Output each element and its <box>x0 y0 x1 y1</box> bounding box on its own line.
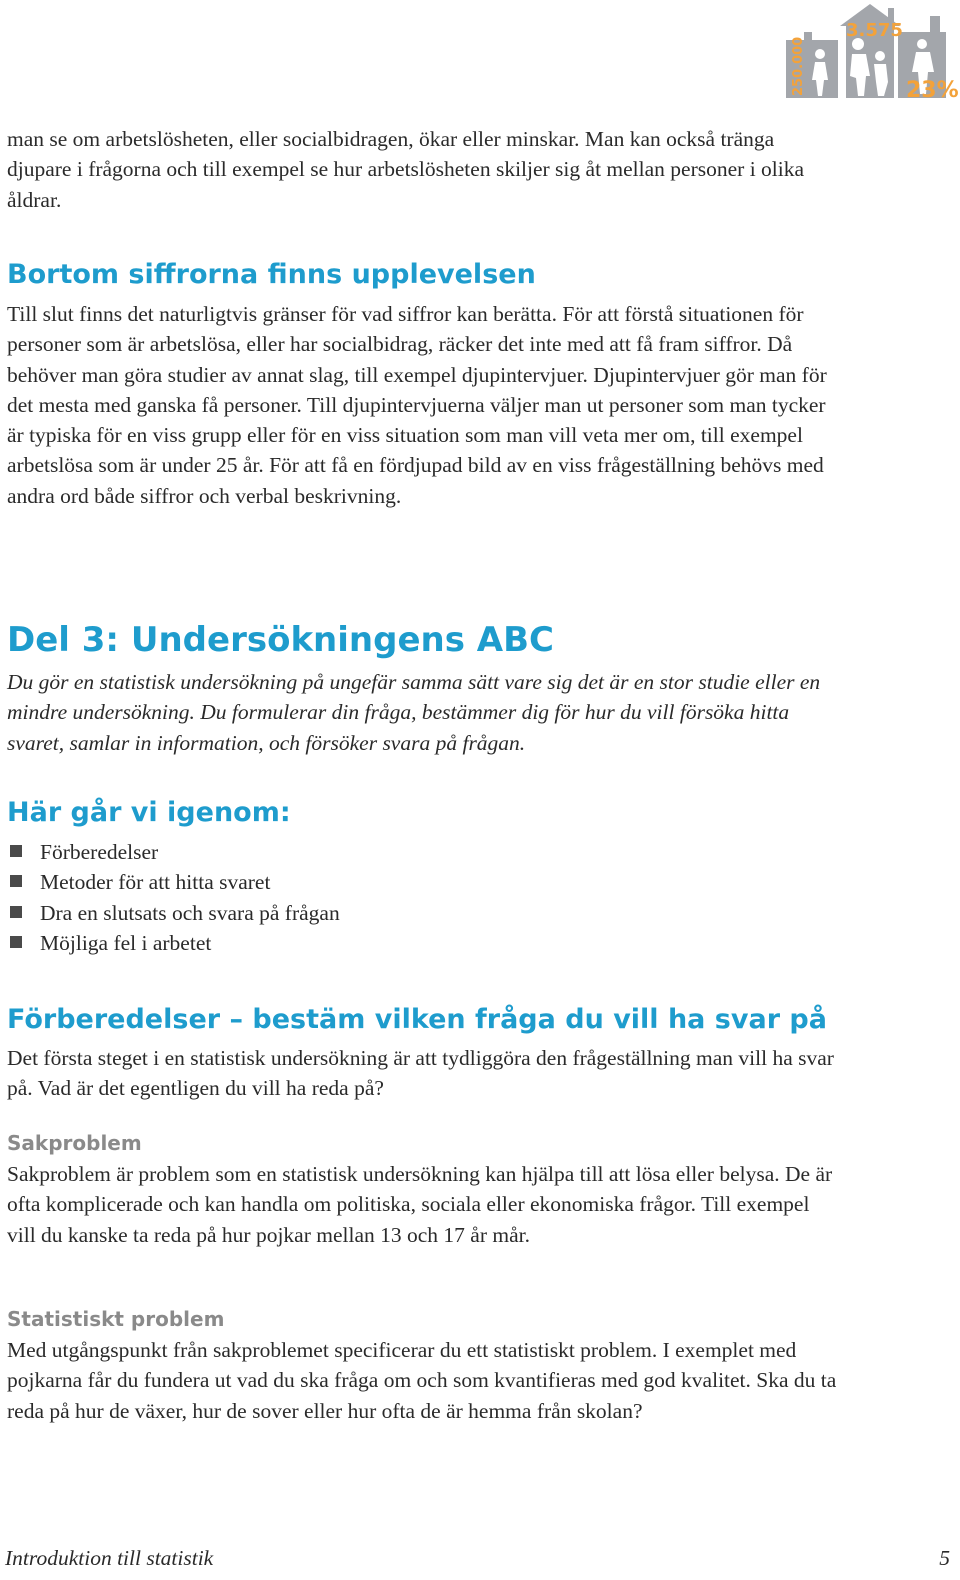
overview-list <box>7 837 340 958</box>
list-item: Möjliga fel i arbetet <box>7 928 340 958</box>
logo-stat-right: 23% <box>906 78 959 103</box>
bullet-square-icon <box>10 936 22 948</box>
section-heading-experience: Bortom siffrorna finns upplevelsen <box>7 259 536 290</box>
statistical-problem-heading: Statistiskt problem <box>7 1307 225 1331</box>
intro-paragraph: man se om arbetslösheten, eller socialbidragen, ökar eller minskar. Man kan också tränga djupare i frågorna och till exempel se hur arbetslösheten skiljer sig åt mellan personer i olika åldrar. <box>7 127 805 212</box>
bullet-square-icon <box>10 875 22 887</box>
part3-lead-paragraph: Du gör en statistisk undersökning på ungefär samma sätt vare sig det är en stor studie eller en mindre undersökning. Du formulerar din fråga, bestämmer dig för hur du vill försöka hitta svaret, samlar in information, och försöker svara på frågan. <box>7 670 821 755</box>
subject-problem-heading: Sakproblem <box>7 1131 142 1155</box>
preparations-heading: Förberedelser – bestäm vilken fråga du vill ha svar på <box>7 1004 827 1035</box>
bullet-square-icon <box>10 906 22 918</box>
bullet-square-icon <box>10 845 22 857</box>
list-item: Dra en slutsats och svara på frågan <box>7 898 340 928</box>
list-item: Metoder för att hitta svaret <box>7 867 340 897</box>
subject-problem-paragraph: Sakproblem är problem som en statistisk undersökning kan hjälpa till att lösa eller belysa. De är ofta komplicerade och kan handla om politiska, sociala eller ekonomiska frågor. Till exempel vill du kanske ta reda på hur pojkar mellan 13 och 17 år mår. <box>7 1162 833 1247</box>
list-item: Förberedelser <box>7 837 340 867</box>
overview-heading: Här går vi igenom: <box>7 797 291 828</box>
statistics-logo <box>784 2 959 103</box>
preparations-paragraph: Det första steget i en statistisk undersökning är att tydliggöra den frågeställning man vill ha svar på. Vad är det egentligen du vill ha reda på? <box>7 1046 834 1101</box>
logo-stat-top: 3.575 <box>846 20 903 41</box>
statistical-problem-paragraph: Med utgångspunkt från sakproblemet specificerar du ett statistiskt problem. I exemplet med pojkarna får du fundera ut vad du ska fråga om och som kvantifieras med god kvalitet. Ska du ta reda på hur de växer, hur de sover eller hur ofta de är hemma från skolan? <box>7 1338 837 1423</box>
experience-paragraph: Till slut finns det naturligtvis gränser för vad siffror kan berätta. För att förstå situationen för personer som är arbetslösa, eller har socialbidrag, räcker det inte med att få fram siffror. Då behöver man göra studier av annat slag, till exempel djupintervjuer. Djupintervjuer gör man för det mesta med ganska få personer. Till djupintervjuerna väljer man ut personer som man tycker är typiska för en viss grupp eller för en viss situation som man vill veta mer om, till exempel arbetslösa som är under 25 år. För att få en fördjupad bild av en viss frågeställning behövs med andra ord både siffror och verbal beskrivning. <box>7 302 827 508</box>
part3-heading: Del 3: Undersökningens ABC <box>7 620 554 660</box>
page-number: 5 <box>939 1546 950 1570</box>
footer-title: Introduktion till statistik <box>5 1546 214 1570</box>
logo-stat-left: 250.000 <box>791 36 806 96</box>
